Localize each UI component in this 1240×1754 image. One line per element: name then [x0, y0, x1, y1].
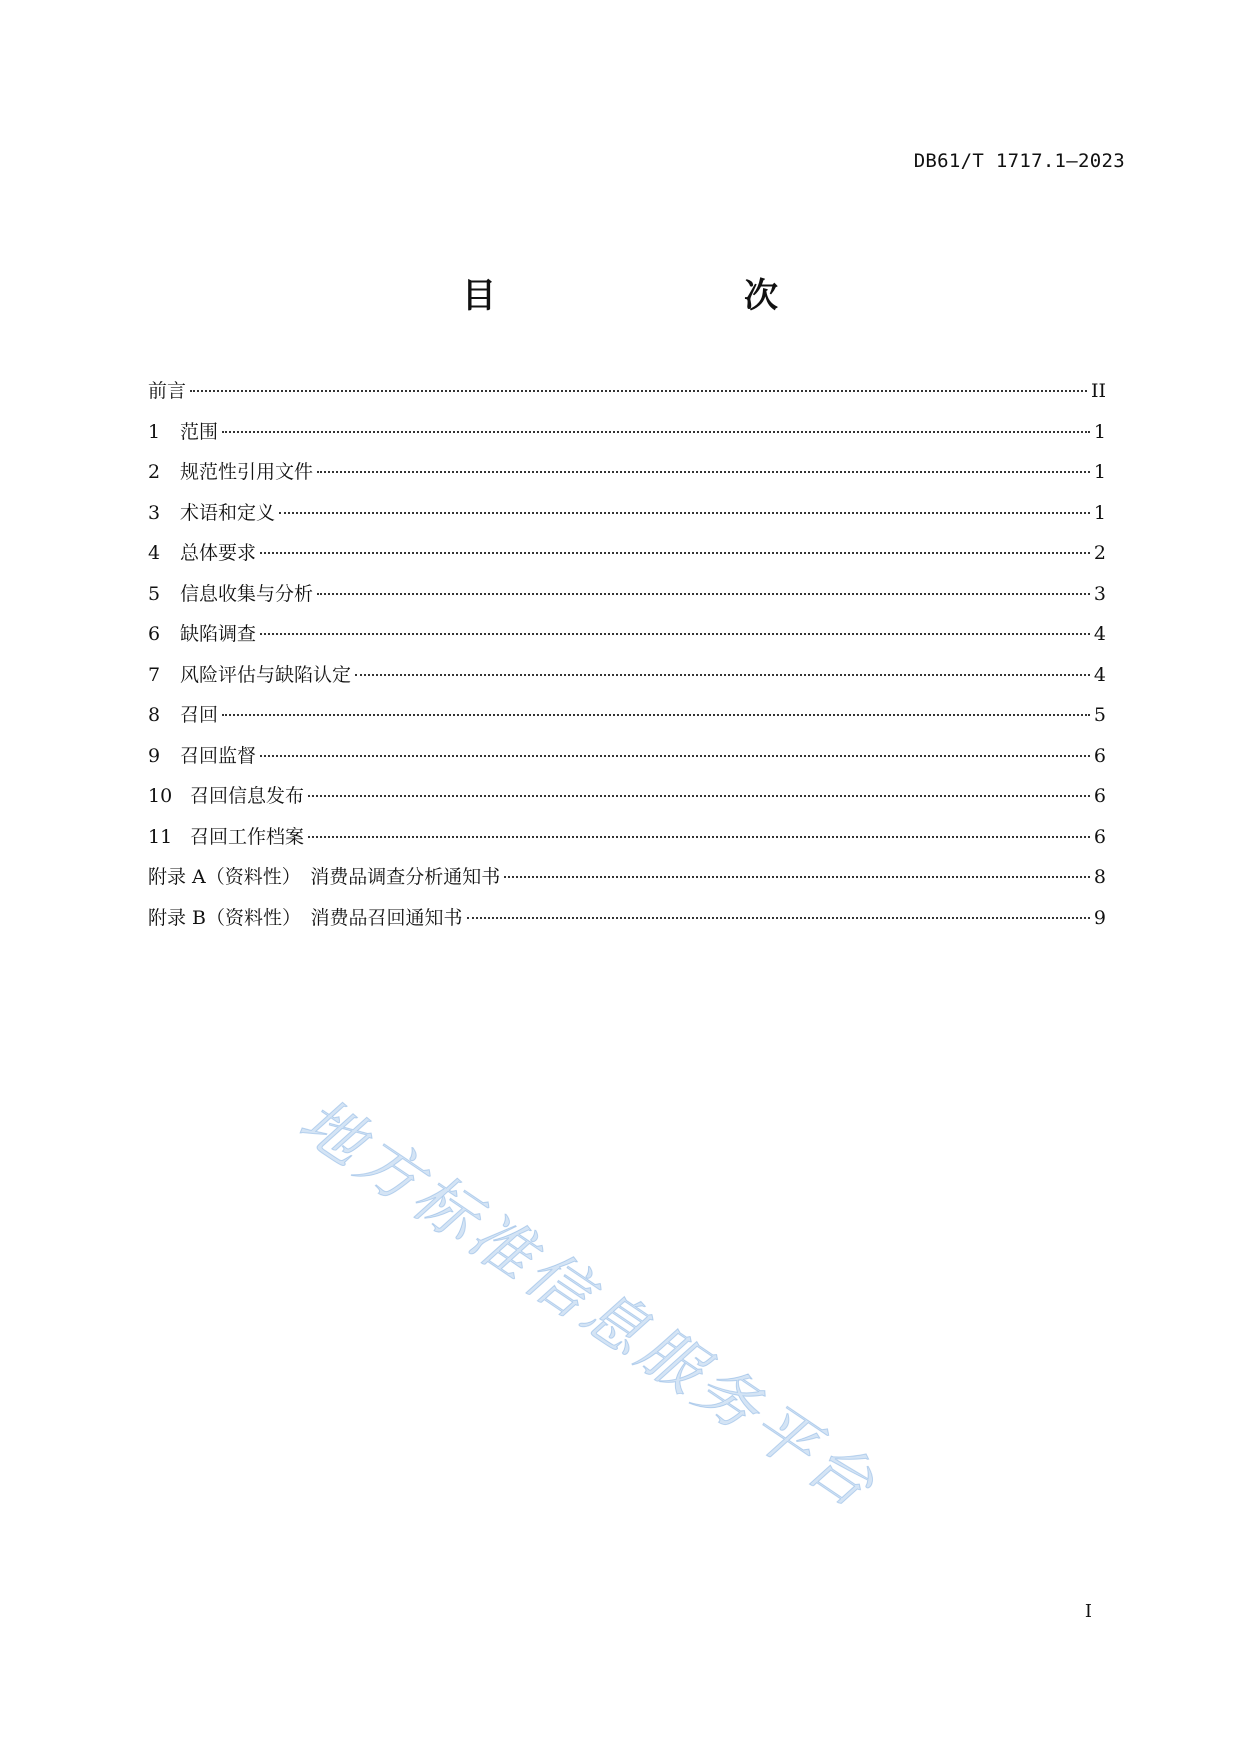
toc-dot-leader	[260, 552, 1090, 554]
toc-entry-number: 2	[148, 461, 161, 483]
toc-entry-title: 附录 A（资料性） 消费品调查分析通知书	[148, 866, 501, 888]
toc-entry[interactable]	[148, 371, 1106, 412]
toc-entry-title: 前言	[148, 380, 187, 402]
watermark: 地方标准信息服务平台	[286, 1083, 892, 1525]
toc-entry-number: 11	[148, 825, 173, 848]
toc-entry-page: 4	[1093, 663, 1106, 686]
toc-dot-leader	[260, 633, 1090, 635]
toc-entry[interactable]	[148, 655, 1106, 696]
toc-dot-leader	[222, 431, 1090, 433]
toc-entry-page: 2	[1093, 542, 1106, 564]
toc-dot-leader	[317, 471, 1090, 473]
toc-entry[interactable]	[148, 776, 1106, 817]
toc-entry-title: 总体要求	[180, 542, 257, 564]
toc-entry[interactable]	[148, 857, 1106, 898]
toc-entry-title: 召回监督	[180, 744, 257, 767]
toc-entry-page: 6	[1093, 825, 1106, 848]
toc-entry-title: 风险评估与缺陷认定	[180, 663, 352, 686]
page-number: I	[1084, 1601, 1092, 1622]
toc-dot-leader	[308, 795, 1090, 797]
toc-entry-title: 术语和定义	[180, 501, 276, 524]
toc-entry-page: 4	[1093, 623, 1106, 645]
toc-entry-title: 信息收集与分析	[180, 582, 314, 605]
toc-entry-number: 9	[148, 744, 161, 767]
toc-entry[interactable]	[148, 533, 1106, 574]
toc-entry-page: 6	[1093, 785, 1106, 807]
toc-entry-title: 召回信息发布	[190, 785, 305, 807]
toc-dot-leader	[355, 674, 1090, 676]
toc-dot-leader	[260, 755, 1090, 757]
toc-entry-page: 1	[1093, 420, 1106, 443]
toc-entry-title: 附录 B（资料性） 消费品召回通知书	[148, 906, 463, 929]
toc-entry-number: 10	[148, 785, 173, 807]
toc-title: 目 次	[462, 276, 838, 316]
toc-entry-page: 1	[1093, 501, 1106, 524]
toc-entry[interactable]	[148, 452, 1106, 493]
toc-dot-leader	[308, 836, 1090, 838]
toc-entry-title: 规范性引用文件	[180, 461, 314, 483]
toc-entry[interactable]	[148, 412, 1106, 453]
toc-entry-title: 缺陷调查	[180, 623, 257, 645]
toc-entry-page: II	[1090, 380, 1106, 402]
toc-entry-title: 召回工作档案	[190, 825, 305, 848]
toc-dot-leader	[467, 917, 1090, 919]
toc-dot-leader	[190, 390, 1087, 392]
toc-dot-leader	[279, 512, 1090, 514]
document-id: DB61/T 1717.1—2023	[913, 150, 1125, 172]
toc-dot-leader	[317, 593, 1090, 595]
toc-entry[interactable]	[148, 736, 1106, 777]
toc-entry-page: 1	[1093, 461, 1106, 483]
toc-entry-number: 3	[148, 501, 161, 524]
toc-entry-title: 范围	[180, 420, 219, 443]
toc-entry[interactable]	[148, 614, 1106, 655]
toc-entry-number: 4	[148, 542, 161, 564]
toc-dot-leader	[222, 714, 1090, 716]
toc-dot-leader	[504, 876, 1090, 878]
toc-entry[interactable]	[148, 574, 1106, 615]
table-of-contents	[148, 371, 1106, 938]
toc-entry-page: 8	[1093, 866, 1106, 888]
toc-entry-page: 5	[1093, 704, 1106, 726]
toc-entry-page: 3	[1093, 582, 1106, 605]
toc-entry[interactable]	[148, 493, 1106, 534]
toc-entry-number: 7	[148, 663, 161, 686]
toc-entry-page: 9	[1093, 906, 1106, 929]
toc-entry-number: 8	[148, 704, 161, 726]
toc-entry-number: 1	[148, 420, 161, 443]
toc-entry[interactable]	[148, 817, 1106, 858]
toc-entry-number: 5	[148, 582, 161, 605]
toc-entry[interactable]	[148, 695, 1106, 736]
toc-entry[interactable]	[148, 898, 1106, 939]
toc-entry-number: 6	[148, 623, 161, 645]
toc-entry-page: 6	[1093, 744, 1106, 767]
toc-entry-title: 召回	[180, 704, 219, 726]
